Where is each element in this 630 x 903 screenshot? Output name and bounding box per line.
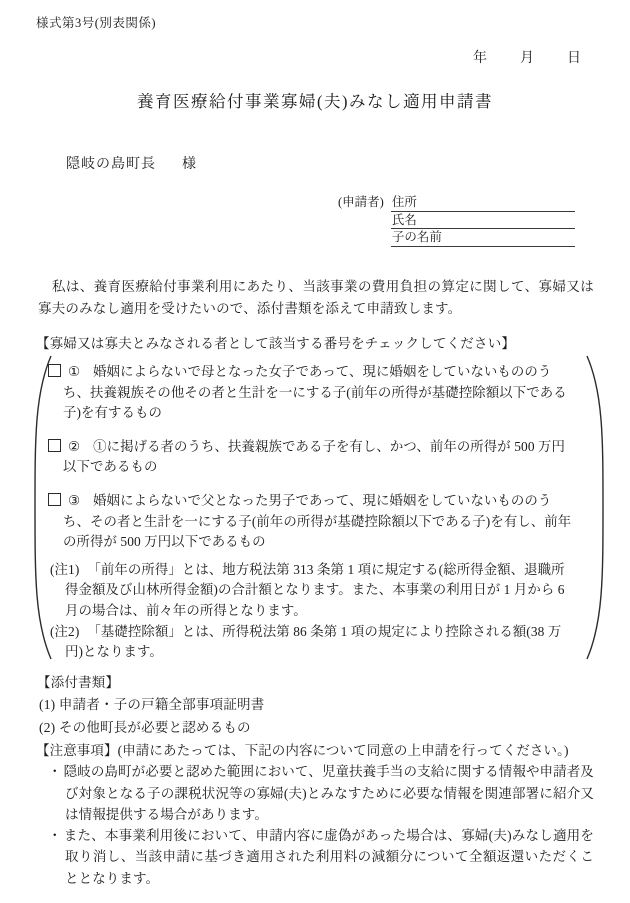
child-name-field (391, 229, 575, 247)
caution-text: また、本事業利用後において、申請内容に虚偽があった場合は、寡婦(夫)みなし適用を取り消し、当該申請に基づき適用された利用料の減額分について全額返還いただくこととなります。 (63, 828, 594, 886)
checkbox-icon (48, 493, 61, 506)
caution-text: 隠岐の島町が必要と認めた範囲において、児童扶養手当の支給に関する情報や申請者及び対象となる子の課税状況等の寡婦(夫)とみなすために必要な情報を関連部署に紹介又は情報提供する場合があります。 (63, 764, 594, 822)
addressee-name: 隠岐の島町長 (66, 157, 156, 172)
bullet-marker: ・ (48, 764, 62, 780)
address-field-label: 住所 (391, 195, 417, 209)
date-month-label: 月 (520, 51, 534, 66)
address-field (391, 194, 575, 212)
addressee (66, 153, 197, 173)
right-paren-decoration (584, 353, 610, 662)
item-text: 婚姻によらないで母となった女子であって、現に婚姻をしていないもののうち、扶養親族その他その者と生計を一にする子(前年の所得が基礎控除額以下である子)を有するもの (63, 364, 567, 421)
item-text: ①に掲げる者のうち、扶養親族である子を有し、かつ、前年の所得が 500 万円以下であるもの (63, 438, 566, 475)
attachment-item-2: (2) その他町長が必要と認めるもの (39, 719, 251, 735)
item-number: ① (68, 364, 81, 379)
note-2 (50, 622, 576, 663)
attachment-item-1: (1) 申請者・子の戸籍全部事項証明書 (39, 697, 265, 713)
page-title: 養育医療給付事業寡婦(夫)みなし適用申請書 (137, 92, 493, 111)
item-number: ② (68, 438, 81, 454)
note-1 (50, 560, 576, 622)
attachments-section (37, 672, 264, 739)
date-line (473, 47, 581, 67)
checkbox-icon (48, 364, 61, 377)
form-number: 様式第3号(別表関係) (36, 16, 157, 30)
note-label: (注1) (50, 561, 80, 577)
checklist-content (48, 362, 576, 663)
checklist-box (28, 353, 610, 662)
caution-item-2 (48, 825, 594, 889)
attachments-header: 【添付書類】 (37, 675, 120, 690)
bullet-marker: ・ (48, 828, 62, 844)
date-day-label: 日 (567, 51, 581, 66)
applicant-fields (391, 194, 575, 247)
caution-item-1 (48, 761, 594, 825)
item-number: ③ (68, 492, 81, 508)
addressee-honorific: 様 (182, 157, 197, 172)
checklist-item-1 (48, 362, 576, 424)
note-text: 「前年の所得」とは、地方税法第 313 条第 1 項に規定する(総所得金額、退職所得金額及び山林所得金額)の合計額となります。また、本事業の利用日が 1 月から 6 月の場合は、前々年の所得となります。 (65, 561, 565, 618)
checkbox-icon (48, 439, 61, 452)
note-label: (注2) (50, 623, 80, 639)
item-text: 婚姻によらないで父となった男子であって、現に婚姻をしていないもののうち、その者と生計を一にする子(前年の所得が基礎控除額以下である子)を有し、前年の所得が 500 万円以下であるもの (63, 492, 572, 550)
name-field (391, 212, 575, 230)
cautions-section (36, 740, 594, 889)
intro-paragraph: 私は、養育医療給付事業利用にあたり、当該事業の費用負担の算定に関して、寡婦又は寡夫のみなし適用を受けたいので、添付書類を添えて申請致します。 (38, 279, 594, 316)
child-name-field-label: 子の名前 (391, 230, 442, 244)
applicant-label: (申請者) (338, 195, 384, 209)
name-field-label: 氏名 (391, 212, 417, 227)
cautions-header: 【注意事項】(申請にあたっては、下記の内容について同意の上申請を行ってください。) (36, 743, 569, 758)
note-text: 「基礎控除額」とは、所得税法第 86 条第 1 項の規定により控除される額(38 万円)となります。 (65, 623, 562, 660)
applicant-block (338, 194, 575, 247)
checklist-item-2 (48, 437, 576, 478)
checklist-item-3 (48, 491, 576, 553)
checklist-header: 【寡婦又は寡夫とみなされる者として該当する番号をチェックしてください】 (36, 336, 516, 351)
date-year-label: 年 (473, 51, 487, 66)
